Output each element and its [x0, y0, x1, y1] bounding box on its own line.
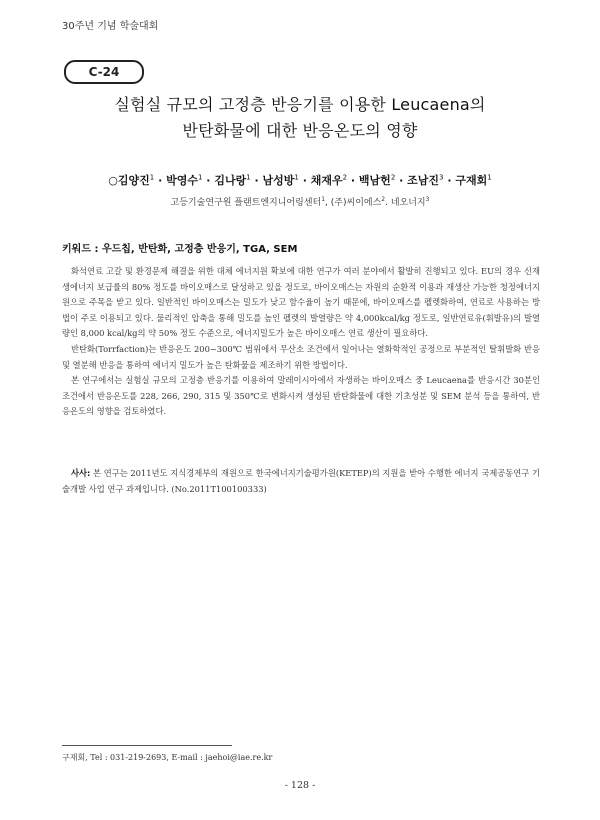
- author: ○김양진$^1$ ·: [108, 173, 167, 187]
- paragraph: 화석연료 고갈 및 환경문제 해결을 위한 대체 에너지원 확보에 대한 연구가 여러 분야에서 활발히 진행되고 있다. EU의 경우 신재생에너지 보급률의 80% 정도를 바이오매스로 달성하고 있을 정도로, 바이오매스는 자원의 순환적 이용과 재생산 가능한 청정에너지원으로 주목을 받고 있다. 일반적인 바이오매스는 밀도가 낮고 함수율이 높기 때문에, 바이오매스를 펠렛화하여, 연료로 사용하는 방법이 주로 이용되고 있다. 물리적인 압축을 통해 밀도를 높인 펠렛의 발열량은 약 4,000kcal/kg 정도로, 일반연료유(휘발유)의 발열량인 8,000 kcal/kg의 약 50% 정도 수준으로, 에너지밀도가 높은 바이오매스 연료 생산이 필요하다.: [62, 266, 540, 339]
- footnote-divider: [62, 745, 232, 746]
- running-header: 30주년 기념 학술대회: [62, 21, 159, 32]
- paper-code-badge: C-24: [64, 60, 144, 84]
- acknowledgement-text: 본 연구는 2011년도 지식경제부의 재원으로 한국에너지기술평가원(KETEP)의 지원을 받아 수행한 에너지 국제공동연구 기술개발 사업 연구 과제입니다. (No.2011T100100333): [62, 468, 540, 494]
- author: 채재우$^2$ ·: [310, 173, 359, 187]
- author: 구재회$^1$: [455, 173, 492, 187]
- abstract-body: [62, 264, 540, 420]
- acknowledgement: [62, 466, 540, 497]
- keywords: 키워드 : 우드칩, 반탄화, 고정층 반응기, TGA, SEM: [62, 244, 298, 255]
- acknowledgement-label: 사사:: [71, 468, 91, 478]
- paper-title-line-2: 반탄화물에 대한 반응온도의 영향: [182, 121, 418, 140]
- page-number: - 128 -: [284, 780, 316, 791]
- author: 조남진$^3$ ·: [407, 173, 456, 187]
- paper-title-line-1: 실험실 규모의 고정층 반응기를 이용한 Leucaena의: [114, 95, 486, 114]
- footnote: 구재회, Tel : 031-219-2693, E-mail : jaehoi@iae.re.kr: [62, 753, 273, 762]
- affiliation: 고등기술연구원 플랜트엔지니어링센터$^1$,: [170, 196, 331, 208]
- author-list: [0, 172, 600, 188]
- paragraph: 반탄화(Torrfaction)는 반응온도 200~300℃ 범위에서 무산소 조건에서 일어나는 열화학적인 공정으로 부분적인 탈휘발화 반응 및 열분해 반응을 통하여 에너지 밀도가 높은 탄화물을 제조하기 위한 방법이다.: [62, 343, 540, 370]
- author: 김나랑$^1$ ·: [214, 173, 263, 187]
- affiliation: 네오너지$^3$: [390, 196, 430, 208]
- author: 남성방$^1$ ·: [262, 173, 311, 187]
- author: 박영수$^1$ ·: [166, 173, 215, 187]
- author: 백남헌$^2$ ·: [358, 173, 408, 187]
- affiliations: [0, 195, 600, 208]
- paragraph: 본 연구에서는 실험실 규모의 고정층 반응기를 이용하여 말레이시아에서 자생하는 바이오매스 중 Leucaena를 반응시간 30분인 조건에서 반응온도를 228, 266, 290, 315 및 350℃로 변화시켜 생성된 반탄화물에 대한 기초성분 및 SEM 분석 등을 통하여, 반응온도의 영향을 검토하였다.: [62, 375, 540, 417]
- affiliation: (주)씨이에스$^2$.: [330, 196, 391, 208]
